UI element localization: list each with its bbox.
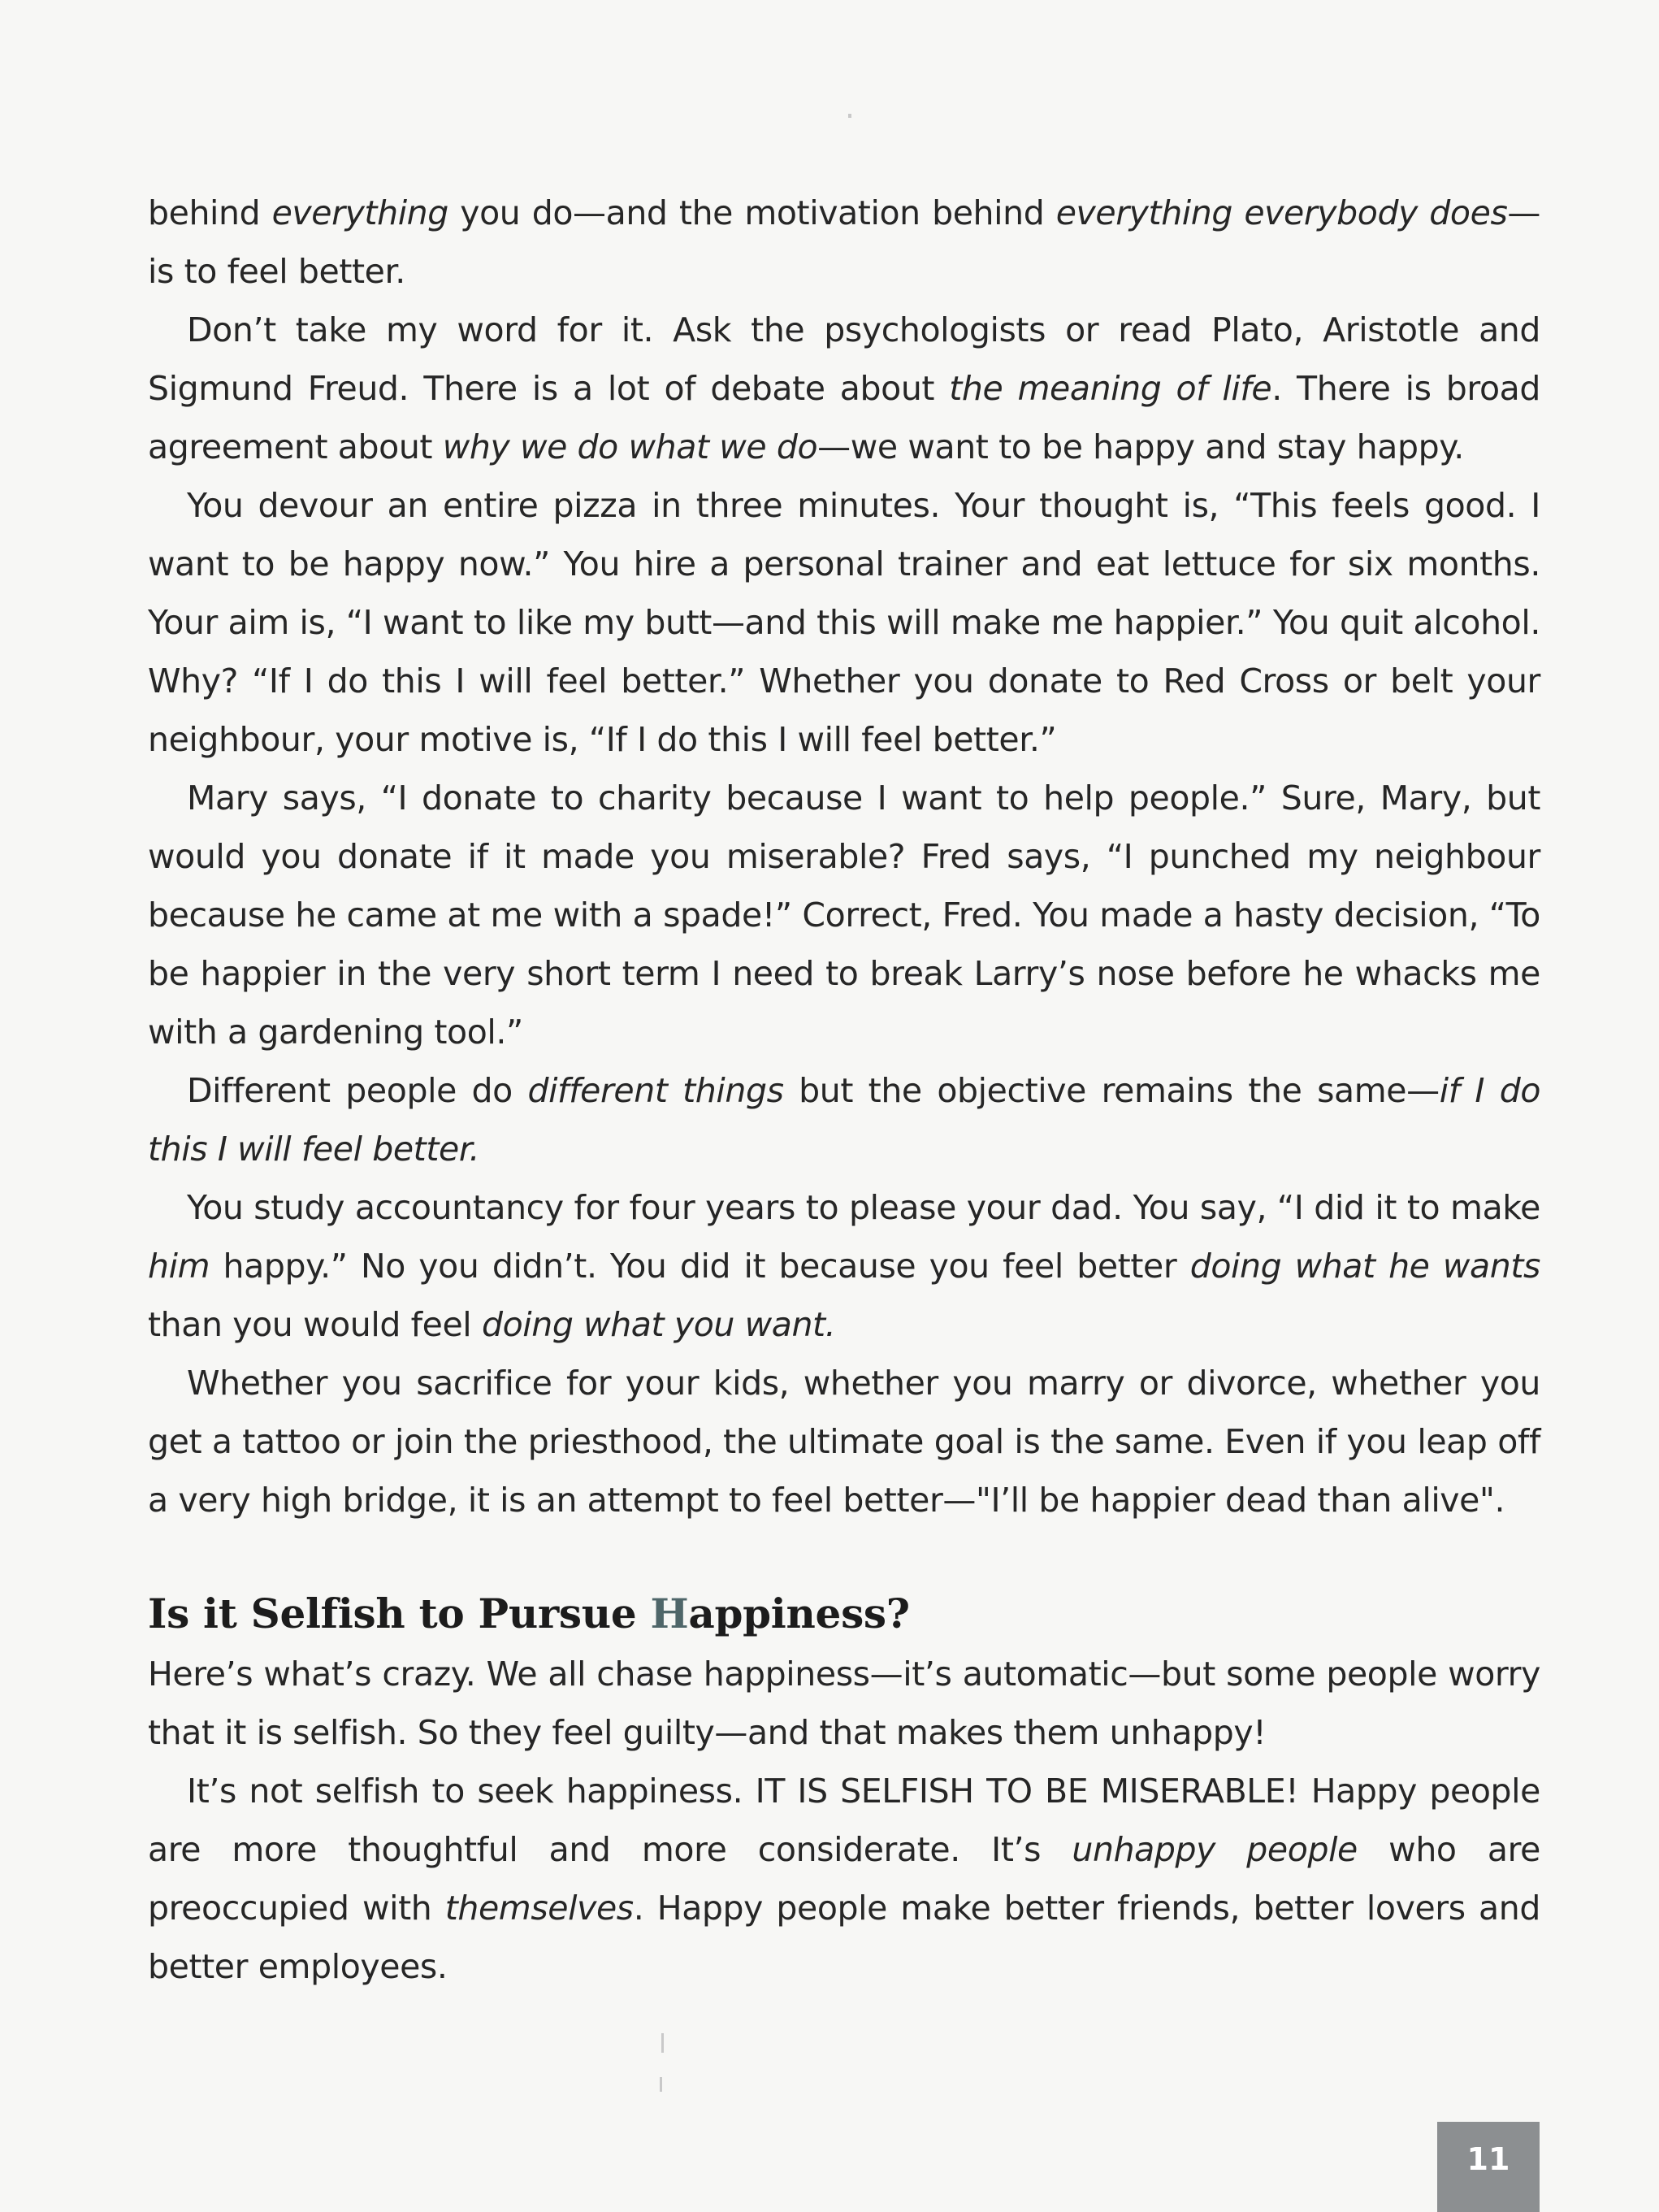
scan-speck: [661, 2033, 664, 2053]
paragraph-3: You devour an entire pizza in three minutes. Your thought is, “This feels good. I want to be happy now.” You hire a personal trainer and eat lettuce for six months. Your aim is, “I want to like my butt—and this will make me happier.” You quit alcohol. Why? “If I do this I will feel better.” Whether you donate to Red Cross or belt your neighbour, your motive is, “If I do this I will feel better.”: [148, 486, 1540, 759]
paragraph-7: Whether you sacrifice for your kids, whether you marry or divorce, whether you get a tattoo or join the priesthood, the ultimate goal is the same. Even if you leap off a very high bridge, it is an attempt to feel better—"I’ll be happier dead than alive".: [148, 1364, 1540, 1520]
page-number: 11: [1437, 2122, 1540, 2212]
scan-speck: [848, 114, 851, 118]
paragraph-2: Don’t take my word for it. Ask the psychologists or read Plato, Aristotle and Sigmund Freud. There is a lot of debate about the meaning of life. There is broad agreement about why we do what we do—we want to be happy and stay happy.: [148, 310, 1540, 466]
section-heading: Is it Selfish to Pursue Happiness?: [148, 1590, 910, 1637]
scan-speck: [660, 2077, 662, 2092]
page-body: [148, 184, 1540, 1996]
paragraph-4: Mary says, “I donate to charity because I want to help people.” Sure, Mary, but would you donate if it made you miserable? Fred says, “I punched my neighbour because he came at me with a spade!” Correct, Fred. You made a hasty decision, “To be happier in the very short term I need to break Larry’s nose before he whacks me with a gardening tool.”: [148, 779, 1540, 1052]
paragraph-9: It’s not selfish to seek happiness. IT IS SELFISH TO BE MISERABLE! Happy people are more thoughtful and more considerate. It’s unhappy people who are preoccupied with themselves. Happy people make better friends, better lovers and better employees.: [148, 1772, 1540, 1986]
paragraph-5: Different people do different things but the objective remains the same—if I do this I will feel better.: [148, 1071, 1541, 1169]
paragraph-8: Here’s what’s crazy. We all chase happiness—it’s automatic—but some people worry that it is selfish. So they feel guilty—and that makes them unhappy!: [148, 1655, 1540, 1752]
paragraph-1: behind everything you do—and the motivation behind everything everybody does—is to feel better.: [148, 193, 1541, 291]
paragraph-6: You study accountancy for four years to please your dad. You say, “I did it to make him happy.” No you didn’t. You did it because you feel better doing what he wants than you would feel doing what you want.: [148, 1188, 1540, 1344]
